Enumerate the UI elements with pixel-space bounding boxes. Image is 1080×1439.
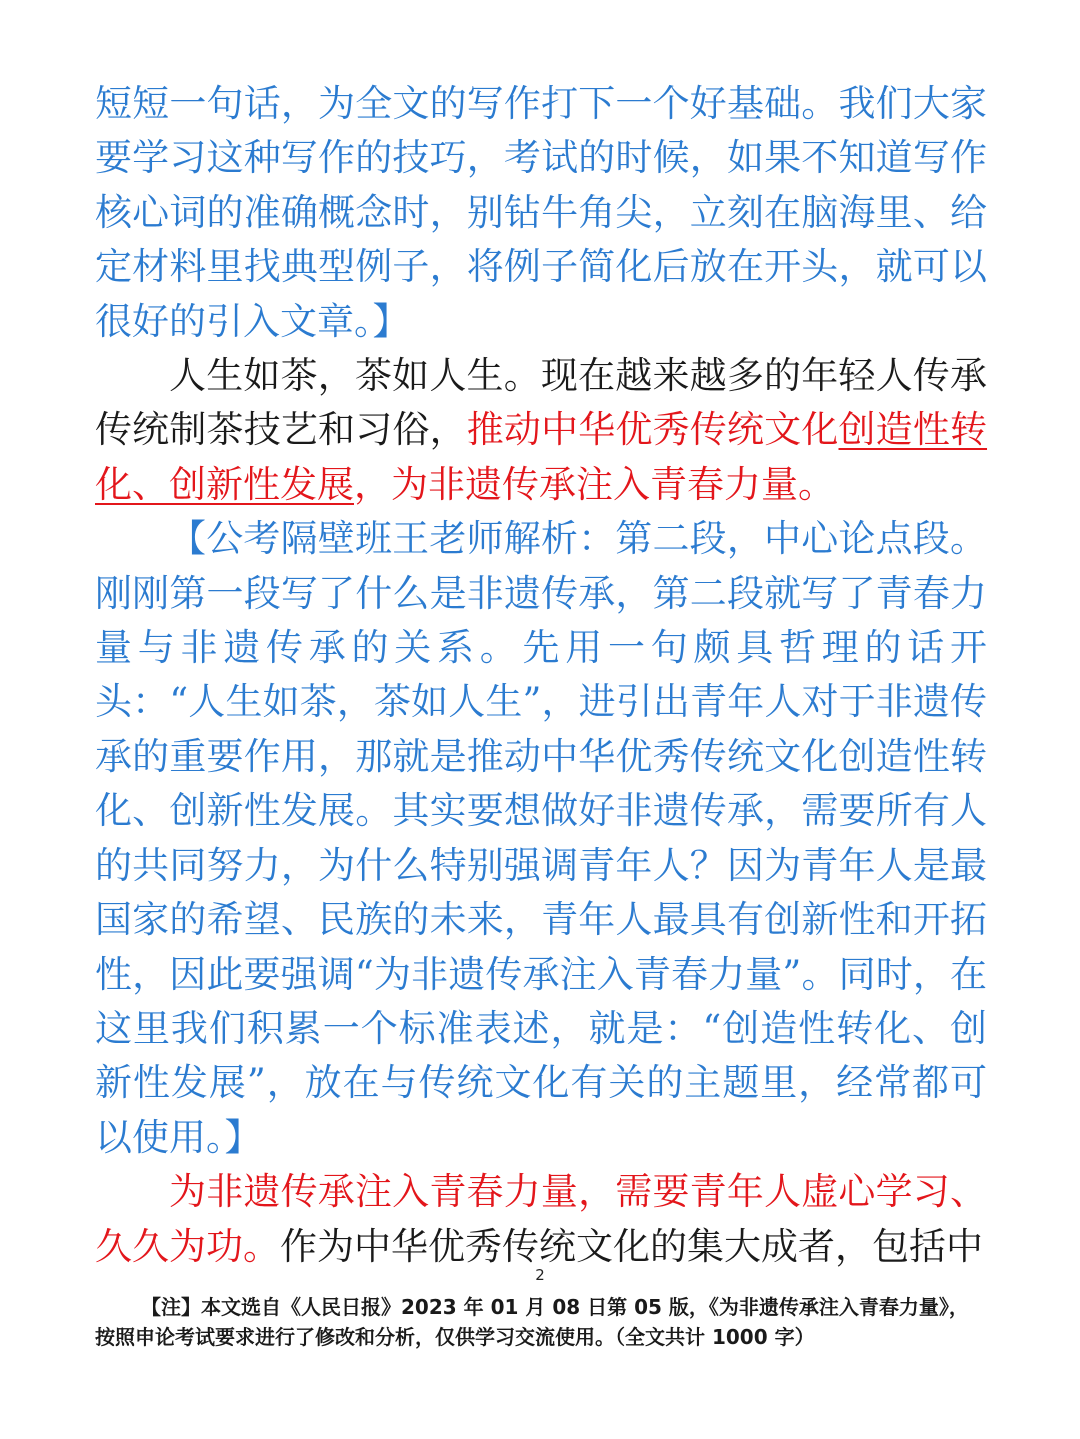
paragraph-analysis-end xyxy=(95,77,987,349)
emphasis-text: 为非遗传承注入青春力量，需要青年人虚心学习、久久为功。 xyxy=(95,1170,987,1268)
footnote: 【注】本文选自《人民日报》2023 年 01 月 08 日第 05 版，《为非遗传承注入青春力量》，按照申论考试要求进行了修改和分析，仅供学习交流使用。（全文共计 1000 字） xyxy=(95,1295,969,1349)
paragraph-sub-argument xyxy=(95,1165,987,1274)
emphasis-text: ，为非遗传承注入青春力量。 xyxy=(354,462,835,506)
article-body xyxy=(95,77,987,1274)
paragraph-central-thesis xyxy=(95,349,987,512)
emphasis-text: 推动中华优秀传统文化 xyxy=(466,408,839,452)
underlined-emphasis-text: 创造性转化、创新性发展 xyxy=(95,408,988,506)
analysis-text: 短短一句话，为全文的写作打下一个好基础。我们大家要学习这种写作的技巧，考试的时候，如果不知道写作核心词的准确概念时，别钻牛角尖，立刻在脑海里、给定材料里找典型例子，将例子简化后放在开头，就可以很好的引入文章。】 xyxy=(95,82,987,343)
body-text: 人生如茶，茶如人生。现在越来越多的年轻人传承传统制茶技艺和习俗， xyxy=(95,354,987,452)
paragraph-analysis-second xyxy=(95,512,987,1165)
analysis-text: 【公考隔壁班王老师解析：第二段，中心论点段。刚刚第一段写了什么是非遗传承，第二段就写了青春力量与非遗传承的关系。先用一句颇具哲理的话开头：“人生如茶，茶如人生”，进引出青年人对于非遗传承的重要作用，那就是推动中华优秀传统文化创造性转化、创新性发展。其实要想做好非遗传承，需要所有人的共同努力，为什么特别强调青年人？因为青年人是最国家的希望、民族的未来，青年人最具有创新性和开拓性，因此要强调“为非遗传承注入青春力量”。同时，在这里我们积累一个标准表述，就是：“创造性转化、创新性发展”，放在与传统文化有关的主题里，经常都可以使用。】 xyxy=(95,517,987,1159)
body-text: 作为中华优秀传统文化的集大成者，包括中 xyxy=(280,1224,983,1268)
page-number: 2 xyxy=(535,1266,545,1284)
